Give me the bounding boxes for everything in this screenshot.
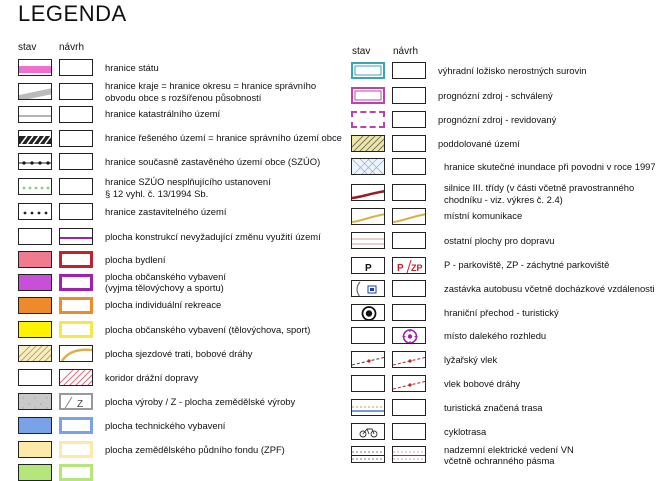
swatch-stav (351, 446, 385, 463)
swatch-stav (351, 399, 385, 416)
header-navrh-right: návrh (393, 46, 419, 57)
swatch-navrh (392, 327, 426, 344)
legend-label: hranice skutečné inundace při povodni v roce 1997 (444, 161, 656, 172)
swatch-stav (351, 232, 385, 249)
swatch-stav (351, 135, 385, 152)
swatch-stav (18, 178, 52, 195)
swatch-stav (18, 106, 52, 123)
legend-label: plocha sjezdové trati, bobové dráhy (105, 348, 253, 359)
parking-symbol: P (365, 263, 372, 274)
legend-label: zastávka autobusu včetně docházkové vzdálenosti (444, 283, 655, 294)
legend-label: hranice katastrálního území (105, 108, 221, 119)
swatch-stav (18, 393, 52, 410)
swatch-stav (351, 208, 385, 225)
legend-label: ostatní plochy pro dopravu (444, 235, 555, 246)
swatch-stav (18, 345, 52, 362)
swatch-stav (351, 327, 385, 344)
swatch-stav (351, 257, 385, 274)
legend-label: výhradní ložisko nerostných surovin (438, 65, 587, 76)
swatch-stav (351, 423, 385, 440)
swatch-stav (18, 59, 52, 76)
swatch-navrh (392, 304, 426, 321)
parking-symbol: P (397, 263, 404, 274)
legend-label: koridor drážní dopravy (105, 372, 199, 383)
legend-label: hranice SZÚO nesplňujícího ustanovení (105, 176, 271, 187)
swatch-navrh (59, 130, 93, 147)
legend-label: hraniční přechod - turistický (444, 307, 559, 318)
swatch-navrh (392, 399, 426, 416)
swatch-stav (18, 83, 52, 100)
swatch-stav (351, 375, 385, 392)
swatch-navrh (59, 417, 93, 434)
swatch-navrh (392, 351, 426, 368)
swatch-stav (18, 297, 52, 314)
swatch-navrh (59, 59, 93, 76)
legend-label: plocha konstrukcí nevyžadující změnu využití území (105, 231, 321, 242)
swatch-stav (18, 464, 52, 481)
legend-label: nadzemní elektrické vedení VN (444, 444, 574, 455)
swatch-stav (18, 369, 52, 386)
legend-label: plocha bydlení (105, 254, 166, 265)
swatch-stav (351, 158, 385, 175)
legend-label: lyžařský vlek (444, 354, 498, 365)
legend-label: hranice zastavitelného území (105, 206, 227, 217)
swatch-stav (18, 130, 52, 147)
legend-label: hranice kraje = hranice okresu = hranice správního (105, 80, 317, 91)
legend-label: obvodu obce s rozšířenou působností (105, 92, 262, 103)
legend-label: plocha zemědělského půdního fondu (ZPF) (105, 444, 285, 455)
legend-title: LEGENDA (18, 1, 127, 26)
swatch-stav (351, 351, 385, 368)
swatch-navrh (392, 423, 426, 440)
swatch-navrh (59, 274, 93, 291)
legend-label: poddolované území (438, 138, 520, 149)
swatch-stav (18, 251, 52, 268)
swatch-navrh (59, 251, 93, 268)
legend-label: plocha občanského vybavení (tělovýchova, sport) (105, 324, 311, 335)
swatch-stav (18, 274, 52, 291)
legend-label: prognózní zdroj - revidovaný (438, 114, 557, 125)
swatch-navrh (392, 158, 426, 175)
swatch-navrh (392, 280, 426, 297)
legend-label: místo dalekého rozhledu (444, 330, 547, 341)
legend-label: P - parkoviště, ZP - záchytné parkoviště (444, 259, 610, 270)
swatch-stav (351, 304, 385, 321)
legend-label: silnice III. třídy (v části včetně pravostranného (444, 182, 635, 193)
swatch-navrh (392, 111, 426, 128)
swatch-navrh (392, 375, 426, 392)
legend-label: vlek bobové dráhy (444, 378, 521, 389)
swatch-stav (18, 228, 52, 245)
legend-label: plocha výroby / Z - plocha zemědělské výroby (105, 396, 296, 407)
swatch-stav (18, 441, 52, 458)
swatch-navrh (392, 257, 426, 274)
swatch-stav (351, 184, 385, 201)
swatch-stav (18, 321, 52, 338)
swatch-stav (351, 111, 385, 128)
swatch-navrh (392, 135, 426, 152)
header-navrh-left: návrh (59, 42, 85, 53)
swatch-navrh (59, 369, 93, 386)
swatch-navrh (59, 178, 93, 195)
legend-label: plocha individuální rekreace (105, 299, 222, 310)
legend-label: plocha technického vybavení (105, 420, 226, 431)
swatch-stav (18, 153, 52, 170)
swatch-stav (18, 417, 52, 434)
legend-label: hranice řešeného území = hranice správního území obce (105, 132, 342, 143)
legend-label: hranice státu (105, 62, 159, 73)
park-and-ride-symbol: ZP (411, 263, 423, 273)
header-stav-left: stav (18, 42, 37, 53)
swatch-stav (351, 87, 385, 104)
header-stav-right: stav (352, 46, 371, 57)
swatch-navrh (59, 393, 93, 410)
swatch-navrh (59, 203, 93, 220)
z-symbol: Z (77, 399, 84, 410)
swatch-navrh (59, 228, 93, 245)
swatch-stav (351, 62, 385, 79)
swatch-navrh (59, 464, 93, 481)
legend-label: plocha občanského vybavení (105, 271, 226, 282)
legend-label: hranice současně zastavěného území obce (SZÚO) (105, 156, 321, 167)
legend-label: včetně ochranného pásma (444, 455, 555, 466)
swatch-navrh (392, 446, 426, 463)
legend-label: § 12 vyhl. č. 13/1994 Sb. (105, 188, 209, 199)
swatch-navrh (59, 441, 93, 458)
swatch-stav (351, 280, 385, 297)
swatch-navrh (392, 62, 426, 79)
swatch-navrh (59, 153, 93, 170)
swatch-stav (18, 203, 52, 220)
legend-label: chodníku - viz. výkres č. 2.4) (444, 194, 563, 205)
swatch-navrh (392, 87, 426, 104)
swatch-navrh (392, 184, 426, 201)
swatch-navrh (392, 208, 426, 225)
legend-label: (vyjma tělovýchovy a sportu) (105, 282, 224, 293)
swatch-navrh (59, 345, 93, 362)
swatch-navrh (59, 297, 93, 314)
swatch-navrh (59, 106, 93, 123)
legend-label: místní komunikace (444, 210, 523, 221)
swatch-navrh (392, 232, 426, 249)
swatch-navrh (59, 321, 93, 338)
legend-label: prognózní zdroj - schválený (438, 90, 553, 101)
swatch-navrh (59, 83, 93, 100)
legend-label: turistická značená trasa (444, 402, 543, 413)
legend-label: cyklotrasa (444, 426, 487, 437)
